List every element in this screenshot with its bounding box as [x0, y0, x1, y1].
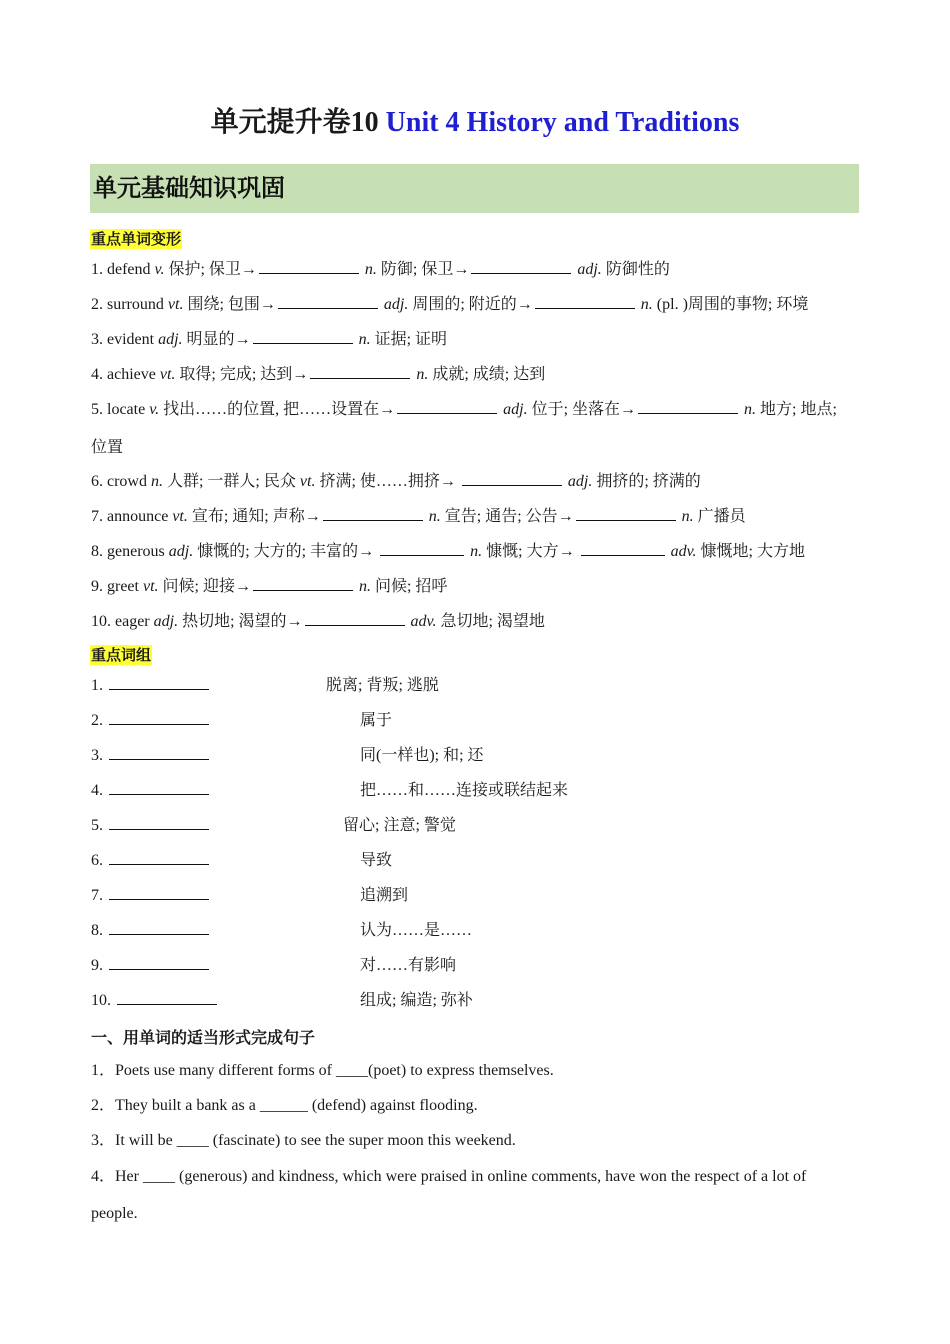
phrase-item: 6. [91, 850, 211, 872]
exercise-item: 1．Poets use many different forms of ____(poet) to express themselves. [91, 1062, 554, 1079]
phrase-meaning: 脱离; 背叛; 逃脱 [326, 677, 439, 694]
answer-blank[interactable] [638, 399, 738, 414]
answer-blank[interactable] [109, 920, 209, 935]
answer-blank[interactable] [109, 710, 209, 725]
vocab-item: 10. eager adj. 热切地; 渴望的→ adv. 急切地; 渴望地 [91, 613, 545, 630]
title-cn: 单元提升卷 [210, 107, 351, 138]
vocab-heading: 重点单词变形 [91, 230, 182, 248]
answer-blank[interactable] [253, 329, 353, 344]
phrase-meaning: 留心; 注意; 警觉 [343, 817, 456, 834]
vocab-item: 4. achieve vt. 取得; 完成; 达到→ n. 成就; 成绩; 达到 [91, 366, 546, 383]
section-header-text: 单元基础知识巩固 [93, 174, 285, 202]
answer-blank[interactable] [109, 850, 209, 865]
exercise-item: 2．They built a bank as a ______ (defend) against flooding. [91, 1097, 478, 1114]
vocab-item: 5. locate v. 找出……的位置, 把……设置在→ adj. 位于; 坐落在→ n. 地方; 地点; [91, 401, 837, 418]
section-header-bar [90, 164, 859, 213]
phrase-item: 1. [91, 675, 211, 697]
answer-blank[interactable] [109, 815, 209, 830]
vocab-item: 2. surround vt. 围绕; 包围→ adj. 周围的; 附近的→ n. (pl. )周围的事物; 环境 [91, 296, 809, 313]
vocab-item-wrap: 位置 [91, 439, 124, 456]
answer-blank[interactable] [109, 885, 209, 900]
answer-blank[interactable] [117, 990, 217, 1005]
exercise-item: 4．Her ____ (generous) and kindness, which were praised in online comments, have won the respect of a lot of [91, 1168, 807, 1185]
exercise-item-wrap: people. [91, 1205, 138, 1222]
phrase-meaning: 组成; 编造; 弥补 [360, 992, 473, 1009]
answer-blank[interactable] [259, 259, 359, 274]
answer-blank[interactable] [323, 506, 423, 521]
answer-blank[interactable] [576, 506, 676, 521]
phrase-meaning: 属于 [360, 712, 393, 729]
answer-blank[interactable] [462, 471, 562, 486]
phrase-item: 4. [91, 780, 211, 802]
answer-blank[interactable] [109, 955, 209, 970]
answer-blank[interactable] [109, 780, 209, 795]
phrase-item: 9. [91, 955, 211, 977]
phrase-meaning: 对……有影响 [360, 957, 457, 974]
phrase-item: 10. [91, 990, 219, 1012]
exercise-item: 3．It will be ____ (fascinate) to see the super moon this weekend. [91, 1132, 516, 1149]
vocab-item: 7. announce vt. 宣布; 通知; 声称→ n. 宣告; 通告; 公告→ n. 广播员 [91, 508, 746, 525]
phrase-item: 3. [91, 745, 211, 767]
phrase-meaning: 同(一样也); 和; 还 [360, 747, 484, 764]
answer-blank[interactable] [253, 576, 353, 591]
phrase-item: 5. [91, 815, 211, 837]
answer-blank[interactable] [109, 745, 209, 760]
phrase-meaning: 认为……是…… [360, 922, 473, 939]
answer-blank[interactable] [305, 611, 405, 626]
phrase-meaning: 追溯到 [360, 887, 409, 904]
answer-blank[interactable] [471, 259, 571, 274]
phrase-item: 7. [91, 885, 211, 907]
vocab-item: 3. evident adj. 明显的→ n. 证据; 证明 [91, 331, 448, 348]
phrase-item: 8. [91, 920, 211, 942]
vocab-item: 9. greet vt. 问候; 迎接→ n. 问候; 招呼 [91, 578, 448, 595]
phrase-meaning: 导致 [360, 852, 393, 869]
answer-blank[interactable] [581, 541, 665, 556]
page-title [0, 104, 950, 142]
vocab-item: 8. generous adj. 慷慨的; 大方的; 丰富的→ n. 慷慨; 大方→ adv. 慷慨地; 大方地 [91, 543, 805, 560]
title-number: 10 [350, 107, 379, 138]
answer-blank[interactable] [535, 294, 635, 309]
phrase-item: 2. [91, 710, 211, 732]
exercise-heading: 一、用单词的适当形式完成句子 [91, 1028, 316, 1047]
vocab-item: 1. defend v. 保护; 保卫→ n. 防御; 保卫→ adj. 防御性的 [91, 261, 670, 278]
answer-blank[interactable] [278, 294, 378, 309]
answer-blank[interactable] [109, 675, 209, 690]
answer-blank[interactable] [397, 399, 497, 414]
phrase-meaning: 把……和……连接或联结起来 [360, 782, 569, 799]
phrase-heading: 重点词组 [91, 646, 152, 664]
vocab-item: 6. crowd n. 人群; 一群人; 民众 vt. 挤满; 使……拥挤→ adj. 拥挤的; 挤满的 [91, 473, 701, 490]
answer-blank[interactable] [310, 364, 410, 379]
title-en: Unit 4 History and Traditions [385, 107, 740, 138]
answer-blank[interactable] [380, 541, 464, 556]
